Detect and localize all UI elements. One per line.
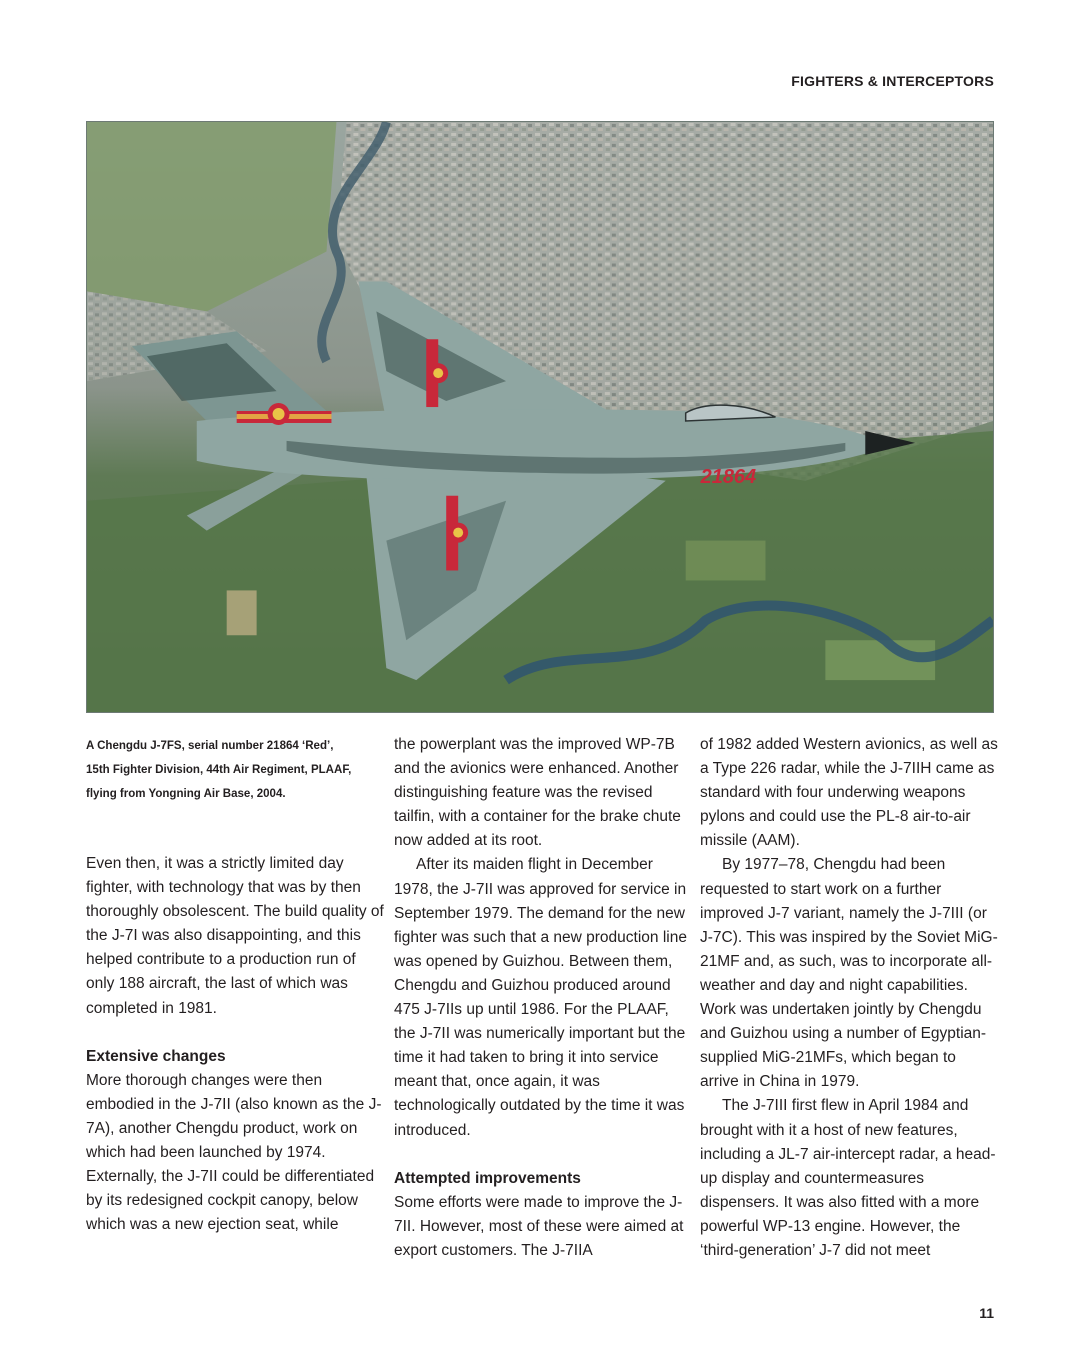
aircraft-photo <box>86 121 994 713</box>
text-column-1 <box>86 852 384 1238</box>
paragraph: Even then, it was a strictly limited day fighter, with technology that was by then thoroughly obsolescent. The build quality of the J-7I was also disappointing, and this helped contribute to a production run of only 188 aircraft, the last of which was completed in 1981. <box>86 855 384 1017</box>
paragraph: More thorough changes were then embodied in the J-7II (also known as the J-7A), another Chengdu product, work on which had been launched by 1974. Externally, the J-7II could be differentiated by its redesigned cockpit canopy, below which was a new ejection seat, while <box>86 1071 382 1234</box>
subheading-extensive-changes: Extensive changes <box>86 1047 226 1065</box>
paragraph: The J-7III first flew in April 1984 and brought with it a host of new features, including a JL-7 air-intercept radar, a head-up display and countermeasures dispensers. It was also fitted with a more powerful WP-13 engine. However, the ‘third-generation’ J-7 did not meet <box>700 1097 996 1259</box>
photo-caption: A Chengdu J-7FS, serial number 21864 ‘Red’, 15th Fighter Division, 44th Air Regiment, PLAAF, flying from Yongning Air Base, 2004. <box>86 738 352 800</box>
paragraph: After its maiden flight in December 1978, the J-7II was approved for service in September 1979. The demand for the new fighter was such that a new production line was opened by Guizhou. Between them, Chengdu and Guizhou produced around 475 J-7IIs up until 1986. For the PLAAF, the J-7II was numerically important but the time it had taken to bring it into service meant that, once again, it was technologically outdated by the time it was introduced. <box>394 856 687 1139</box>
subheading-attempted-improvements: Attempted improvements <box>394 1169 581 1187</box>
aircraft-serial-text: 21864 <box>700 465 757 488</box>
paragraph: Some efforts were made to improve the J-7II. However, most of these were aimed at export customers. The J-7IIA <box>394 1193 684 1259</box>
paragraph: By 1977–78, Chengdu had been requested to start work on a further improved J-7 variant, namely the J-7III (or J-7C). This was inspired by the Soviet MiG-21MF and, as such, was to incorporate all-weather and day and night capabilities. Work was undertaken jointly by Chengdu and Guizhou using a number of Egyptian-supplied MiG-21MFs, which began to arrive in China in 1979. <box>700 856 998 1091</box>
text-column-3 <box>700 733 998 1263</box>
paragraph: the powerplant was the improved WP-7B and the avionics were enhanced. Another distinguishing feature was the revised tailfin, with a container for the brake chute now added at its root. <box>394 736 681 850</box>
page-number: 11 <box>979 1305 994 1321</box>
text-column-2 <box>394 733 692 1263</box>
paragraph: of 1982 added Western avionics, as well as a Type 226 radar, while the J-7IIH came as standard with four underwing weapons pylons and could use the PL-8 air-to-air missile (AAM). <box>700 736 998 850</box>
section-title: FIGHTERS & INTERCEPTORS <box>791 73 994 89</box>
